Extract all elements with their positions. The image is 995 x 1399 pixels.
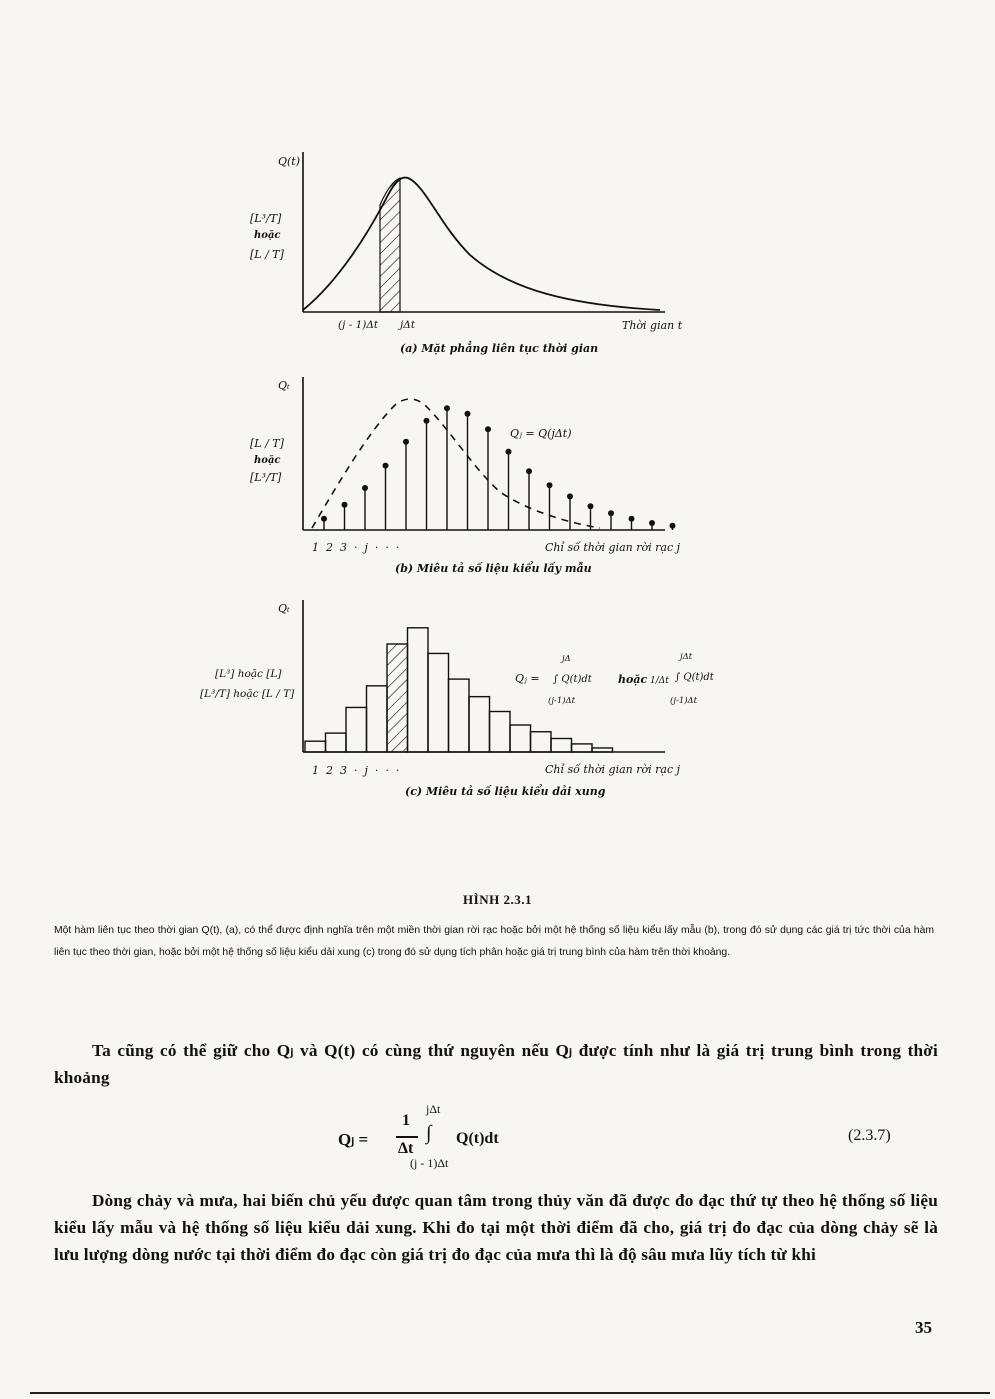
panel-b-y-units-or: hoặc xyxy=(254,455,281,466)
panel-c-x-title: Chỉ số thời gian rời rạc j xyxy=(545,763,681,776)
panel-c-int1-body: ∫ Q(t)dt xyxy=(553,674,592,685)
panel-b-dashed-envelope xyxy=(312,399,600,528)
pulse-bar xyxy=(449,679,470,752)
panel-b-x-title: Chỉ số thời gian rời rạc j xyxy=(545,541,681,554)
panel-b-stems xyxy=(321,405,676,530)
sample-point xyxy=(383,463,389,469)
pulse-bar xyxy=(592,748,613,752)
sample-point xyxy=(485,426,491,432)
panel-b-annotation: Qⱼ = Q(jΔt) xyxy=(510,427,572,440)
pulse-bar xyxy=(326,733,347,752)
equation-integrand: Q(t)dt xyxy=(456,1130,499,1147)
pulse-bar xyxy=(408,628,429,752)
panel-b-y-units-2: [L³/T] xyxy=(250,471,282,484)
panel-a-continuous-curve xyxy=(303,178,660,310)
panel-a-y-units-1: [L³/T] xyxy=(250,212,282,225)
sample-point xyxy=(424,418,430,424)
panel-a-tick-left: (j - 1)Δt xyxy=(338,319,379,331)
equation-numerator: 1 xyxy=(402,1112,410,1129)
panel-a xyxy=(250,152,683,355)
sample-point xyxy=(649,520,655,526)
sample-point xyxy=(629,516,635,522)
panel-a-tick-right: jΔt xyxy=(400,319,416,331)
panel-a-y-units-2: [L / T] xyxy=(250,248,284,261)
pulse-bar xyxy=(428,653,449,752)
panel-c-x-ticks: 1 2 3 · j · · · xyxy=(312,764,400,777)
panel-a-y-title: Q(t) xyxy=(278,155,301,168)
panel-c-int2-body: ∫ Q(t)dt xyxy=(675,672,714,683)
panel-b-caption: (b) Miêu tả số liệu kiểu lấy mẫu xyxy=(395,562,592,575)
sample-point xyxy=(362,485,368,491)
sample-point xyxy=(506,449,512,455)
panel-c-y-units-2: [L³/T] hoặc [L / T] xyxy=(200,688,295,700)
pulse-bar xyxy=(346,707,367,752)
panel-c-y-units-1: [L³] hoặc [L] xyxy=(215,668,282,680)
sample-point xyxy=(547,482,553,488)
panel-c-formula-q: Qⱼ = xyxy=(515,672,540,685)
panel-c-pulses xyxy=(305,628,613,752)
sample-point xyxy=(608,510,614,516)
figure-caption-text: Một hàm liên tục theo thời gian Q(t), (a), có thể được định nghĩa trên một miền thời gian rời rạc hoặc bởi một hệ thống số liệu kiểu lấy mẫu (b), trong đó sử dụng các giá trị tức thời của hàm liên tục theo thời gian, hoặc bởi một hệ thống số liệu kiểu dải xung (c) trong đó sử dụng tích phân hoặc giá trị trung bình của hàm trên thời khoảng. xyxy=(54,925,934,958)
panel-b xyxy=(250,377,681,575)
pulse-bar xyxy=(305,741,326,752)
body-paragraph-2: Dòng chảy và mưa, hai biến chủ yếu được quan tâm trong thủy văn đã được đo đạc thứ tự theo hệ thống số liệu kiểu lấy mẫu và hệ thống số liệu kiểu dải xung. Khi đo tại một thời điểm đã cho, giá trị đo đạc của dòng chảy sẽ là lưu lượng dòng nước tại thời điểm đo đạc còn giá trị đo đạc của mưa thì là độ sâu mưa lũy tích từ khi xyxy=(54,1191,938,1264)
sample-point xyxy=(567,493,573,499)
footer-rule xyxy=(30,1392,990,1394)
pulse-bar xyxy=(510,725,531,752)
equation-upper-limit: jΔt xyxy=(426,1102,441,1116)
pulse-bar xyxy=(367,686,388,752)
sample-point xyxy=(321,516,327,522)
pulse-bar xyxy=(469,697,490,752)
panel-c-y-title: Qₜ xyxy=(278,602,290,615)
panel-c-formula-frac: 1/Δt xyxy=(650,676,669,686)
pulse-bar xyxy=(531,732,552,752)
equation-2-3-7 xyxy=(330,1102,530,1174)
panel-c-caption: (c) Miêu tả số liệu kiểu dải xung xyxy=(405,785,606,798)
pulse-bar xyxy=(490,712,511,753)
sample-point xyxy=(588,503,594,509)
pulse-bar xyxy=(551,739,572,753)
equation-denominator: Δt xyxy=(398,1140,414,1157)
body-paragraph-1: Ta cũng có thể giữ cho Qⱼ và Q(t) có cùng thứ nguyên nếu Qⱼ được tính như là giá trị trung bình trong thời khoảng xyxy=(54,1041,938,1087)
figure-caption-title: HÌNH 2.3.1 xyxy=(463,892,532,907)
sample-point xyxy=(465,411,471,417)
equation-fraction-bar xyxy=(396,1136,418,1138)
equation-number: (2.3.7) xyxy=(848,1127,891,1144)
page-number: 35 xyxy=(915,1318,932,1337)
pulse-bar xyxy=(572,744,593,752)
panel-c-int1-lower: (j-1)Δt xyxy=(548,696,576,706)
panel-a-hatched-strip xyxy=(380,178,400,312)
panel-b-y-title: Qₜ xyxy=(278,379,290,392)
equation-lower-limit: (j - 1)Δt xyxy=(410,1156,449,1170)
panel-a-caption: (a) Mặt phẳng liên tục thời gian xyxy=(400,342,599,355)
panel-c xyxy=(200,600,715,798)
panel-b-x-ticks: 1 2 3 · j · · · xyxy=(312,541,400,554)
equation-integral-sign: ∫ xyxy=(426,1122,432,1144)
sample-point xyxy=(526,468,532,474)
sample-point xyxy=(670,523,676,529)
equation-lhs: Qⱼ = xyxy=(338,1130,369,1149)
panel-c-formula-or: hoặc xyxy=(618,673,648,686)
panel-c-int1-upper: jΔ xyxy=(562,654,571,664)
sample-point xyxy=(342,502,348,508)
panel-c-int2-upper: jΔt xyxy=(680,652,693,662)
panel-a-x-title: Thời gian t xyxy=(622,319,683,332)
pulse-bar-hatched xyxy=(387,644,408,752)
panel-c-int2-lower: (j-1)Δt xyxy=(670,696,698,706)
panel-b-y-units-1: [L / T] xyxy=(250,437,284,450)
sample-point xyxy=(403,439,409,445)
sample-point xyxy=(444,405,450,411)
panel-a-y-units-or: hoặc xyxy=(254,230,281,241)
